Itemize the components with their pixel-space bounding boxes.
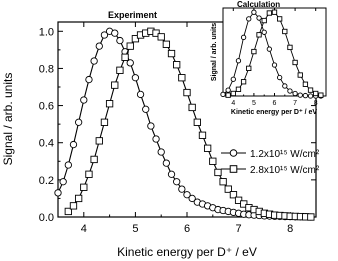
series-1-point — [252, 10, 256, 14]
series-1-point — [55, 190, 61, 196]
x-tick-label: 5 — [251, 100, 256, 107]
series-1-point — [298, 93, 302, 97]
series-2-point — [215, 169, 221, 175]
series-1-point — [283, 84, 287, 88]
main-x-axis-label: Kinetic energy per D⁺ / eV — [117, 245, 257, 259]
series-2-point — [127, 43, 133, 49]
series-1-point — [112, 30, 118, 36]
series-2-point — [91, 156, 97, 162]
y-tick-label: 1.0 — [38, 26, 54, 39]
series-2-point — [314, 91, 318, 95]
series-2-point — [173, 62, 179, 68]
series-1-point — [75, 119, 81, 125]
series-2-point — [267, 11, 271, 15]
series-1-point — [221, 92, 225, 96]
legend-label-series-2: 2.8x10¹⁵ W/cm² — [250, 165, 320, 176]
series-1-point — [262, 30, 266, 34]
series-1-point — [277, 75, 281, 79]
legend-item-series-1 — [221, 149, 320, 160]
series-2-point — [288, 45, 292, 49]
series-1-point — [288, 89, 292, 93]
series-2-point — [303, 82, 307, 86]
series-2-point — [75, 195, 81, 201]
series-1-point — [81, 97, 87, 103]
series-2-point — [283, 29, 287, 33]
series-2-point — [179, 75, 185, 81]
x-tick-label: 6 — [272, 100, 277, 107]
series-2-point — [308, 88, 312, 92]
series-2-point — [241, 80, 245, 84]
series-2-point — [231, 91, 235, 95]
series-1-point — [303, 93, 307, 97]
y-tick-label: 0.6 — [38, 100, 54, 113]
inset-y-axis-label: Signal / arb. units — [211, 22, 218, 82]
main-chart-title: Experiment — [108, 10, 158, 20]
series-1-point — [132, 75, 138, 81]
series-1-point — [117, 37, 123, 43]
x-tick-label: 5 — [132, 223, 139, 235]
series-2-point — [210, 158, 216, 164]
x-tick-label: 8 — [287, 223, 294, 235]
series-2-point — [158, 34, 164, 40]
inset-chart-title: Calculation — [237, 0, 281, 9]
series-1-point — [137, 91, 143, 97]
series-2-point — [81, 184, 87, 190]
series-1-point — [267, 47, 271, 51]
x-tick-label: 8 — [313, 100, 318, 107]
series-2-point — [189, 104, 195, 110]
series-2-point — [101, 119, 107, 125]
series-2-point — [70, 203, 76, 209]
main-y-axis-label: Signal / arb. units — [1, 72, 15, 166]
x-tick-label: 7 — [235, 223, 242, 235]
series-2-point — [220, 179, 226, 185]
series-2-point — [86, 171, 92, 177]
series-2-point — [262, 18, 266, 22]
series-1-point — [153, 136, 159, 142]
x-tick-label: 7 — [293, 100, 298, 107]
series-2-point — [257, 33, 261, 37]
series-1-point — [143, 106, 149, 112]
series-1-point — [173, 179, 179, 185]
y-tick-label: 0.4 — [38, 137, 54, 150]
series-2-point — [199, 132, 205, 138]
series-1-point — [96, 43, 102, 49]
series-2-point — [204, 145, 210, 151]
legend-label-series-1: 1.2x10¹⁵ W/cm² — [250, 149, 320, 160]
series-2-point — [163, 41, 169, 47]
series-2-point — [272, 10, 276, 14]
x-tick-label: 6 — [183, 223, 191, 235]
series-1-point — [65, 162, 71, 168]
series-2-point — [308, 214, 314, 220]
series-2-point — [112, 82, 118, 88]
series-1-point — [86, 76, 92, 82]
series-1-point — [241, 35, 245, 39]
y-tick-label: 0.0 — [38, 212, 54, 224]
series-1-point — [60, 179, 66, 185]
series-2-point — [194, 119, 200, 125]
series-1-point — [236, 59, 240, 63]
series-1-point — [308, 94, 312, 98]
series-2-point — [184, 89, 190, 95]
y-tick-label: 0.8 — [38, 63, 54, 76]
series-1-point — [91, 58, 97, 64]
series-1-point — [163, 160, 169, 166]
x-tick-label: 4 — [80, 223, 87, 235]
series-2-point — [247, 66, 251, 70]
legend — [221, 149, 320, 176]
series-2-point — [298, 73, 302, 77]
series-2-point — [96, 138, 102, 144]
series-1-point — [148, 123, 154, 129]
series-2-point — [252, 49, 256, 53]
series-1-point — [272, 63, 276, 67]
series-1-point — [226, 88, 230, 92]
series-1-point — [247, 17, 251, 21]
series-2-point — [236, 87, 240, 91]
series-2-point — [226, 93, 230, 97]
series-1-point — [168, 171, 174, 177]
series-2-point — [168, 50, 174, 56]
series-1-point — [293, 91, 297, 95]
series-1-point — [231, 77, 235, 81]
series-1-point — [179, 186, 185, 192]
inset-plot-frame — [223, 8, 326, 96]
series-2-point — [277, 17, 281, 21]
series-2-point — [293, 60, 297, 64]
y-tick-label: 0.2 — [38, 174, 54, 187]
legend-item-series-2 — [221, 165, 320, 176]
inset-x-axis-label: Kinetic energy per D⁺ / eV — [230, 109, 318, 116]
series-2-point — [319, 93, 323, 97]
series-2-point — [106, 101, 112, 107]
series-1-point — [257, 16, 261, 20]
series-1-point — [70, 141, 76, 147]
series-2-point — [122, 54, 128, 60]
series-1-point — [158, 149, 164, 155]
x-tick-label: 4 — [231, 100, 236, 107]
inset-chart — [211, 0, 326, 116]
series-2-point — [117, 67, 123, 73]
